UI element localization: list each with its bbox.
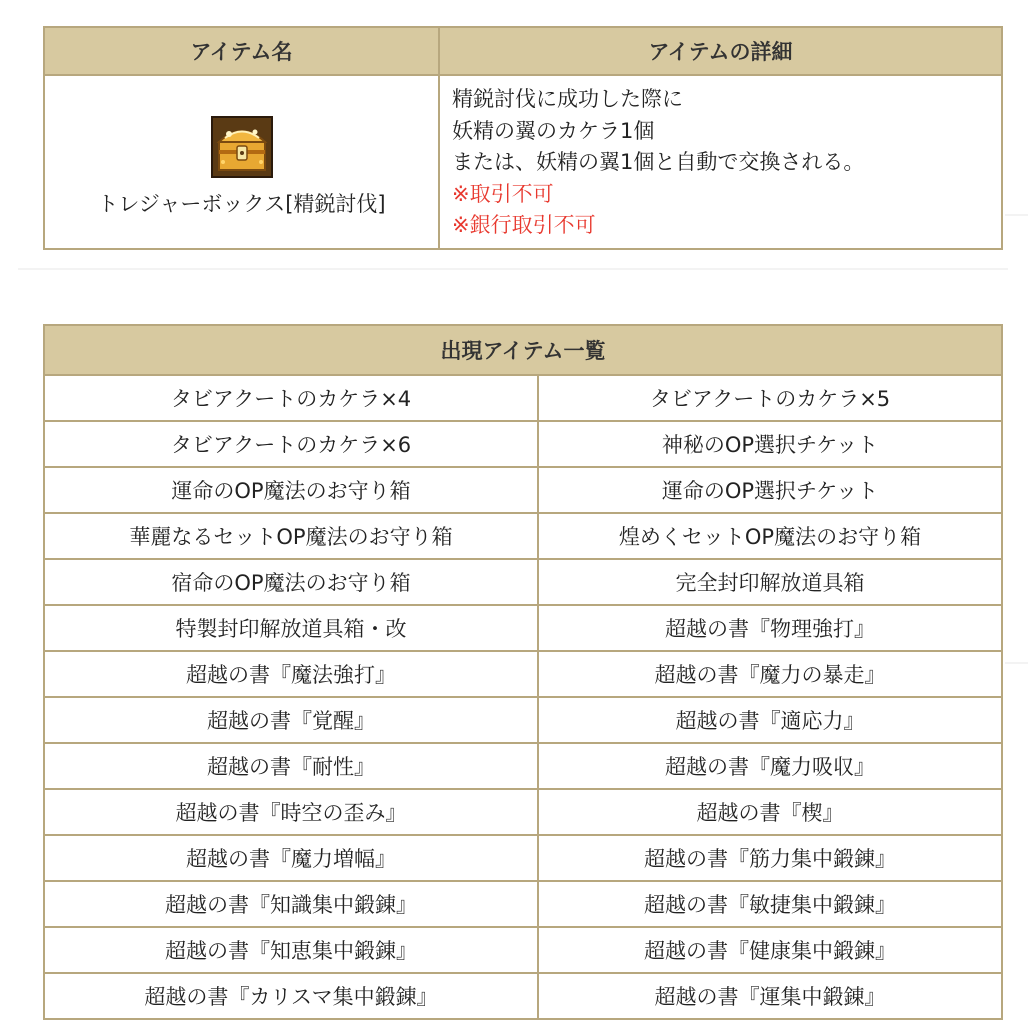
drop-item-cell: 超越の書『適応力』 [538, 697, 1002, 743]
detail-line: 精鋭討伐に成功した際に [452, 87, 683, 111]
warning-no-bank-trade: ※銀行取引不可 [452, 213, 596, 237]
drop-item-cell: 運命のOP選択チケット [538, 467, 1002, 513]
drop-item-cell: 超越の書『耐性』 [44, 743, 538, 789]
decorative-line [1005, 662, 1028, 664]
item-row [44, 75, 1002, 249]
table-row [44, 651, 1002, 697]
warning-no-trade: ※取引不可 [452, 181, 554, 206]
drop-item-cell: 煌めくセットOP魔法のお守り箱 [538, 513, 1002, 559]
item-name-header: アイテム名 [44, 27, 439, 75]
table-row [44, 513, 1002, 559]
table-row [44, 375, 1002, 421]
drop-item-cell: 超越の書『魔力の暴走』 [538, 651, 1002, 697]
drop-item-cell: 超越の書『時空の歪み』 [44, 789, 538, 835]
drop-item-cell: 超越の書『知恵集中鍛錬』 [44, 927, 538, 973]
drop-item-cell: 超越の書『魔力吸収』 [538, 743, 1002, 789]
item-info-table [43, 26, 1003, 250]
drop-table-body [44, 375, 1002, 1019]
drop-item-cell: 超越の書『健康集中鍛錬』 [538, 927, 1002, 973]
drop-item-cell: 華麗なるセットOP魔法のお守り箱 [44, 513, 538, 559]
drop-item-cell: 超越の書『魔法強打』 [44, 651, 538, 697]
table-row [44, 973, 1002, 1019]
item-table-header-row [44, 27, 1002, 75]
drop-item-cell: 超越の書『知識集中鍛錬』 [44, 881, 538, 927]
drop-item-cell: 神秘のOP選択チケット [538, 421, 1002, 467]
table-row [44, 927, 1002, 973]
table-row [44, 605, 1002, 651]
treasure-chest-icon [211, 116, 273, 178]
drop-items-table [43, 324, 1003, 1020]
table-row [44, 421, 1002, 467]
drop-item-cell: 超越の書『楔』 [538, 789, 1002, 835]
drop-item-cell: 超越の書『物理強打』 [538, 605, 1002, 651]
table-row [44, 559, 1002, 605]
drop-item-cell: 超越の書『筋力集中鍛錬』 [538, 835, 1002, 881]
detail-line: または、妖精の翼1個と自動で交換される。 [452, 150, 865, 174]
table-row [44, 835, 1002, 881]
drop-item-cell: 特製封印解放道具箱・改 [44, 605, 538, 651]
table-row [44, 697, 1002, 743]
drop-table-title: 出現アイテム一覧 [44, 325, 1002, 375]
detail-line: 妖精の翼のカケラ1個 [452, 118, 655, 143]
table-row [44, 467, 1002, 513]
item-detail-cell [439, 75, 1002, 249]
item-detail-header: アイテムの詳細 [439, 27, 1002, 75]
item-name: トレジャーボックス[精鋭討伐] [97, 191, 386, 216]
drop-item-cell: タビアクートのカケラ×6 [44, 421, 538, 467]
item-name-cell [44, 75, 439, 249]
decorative-line [1005, 214, 1028, 216]
drop-item-cell: 完全封印解放道具箱 [538, 559, 1002, 605]
drop-item-cell: タビアクートのカケラ×5 [538, 375, 1002, 421]
decorative-line [18, 268, 1008, 270]
table-row [44, 881, 1002, 927]
drop-item-cell: 超越の書『カリスマ集中鍛錬』 [44, 973, 538, 1019]
drop-item-cell: 超越の書『運集中鍛錬』 [538, 973, 1002, 1019]
table-row [44, 743, 1002, 789]
drop-item-cell: 超越の書『敏捷集中鍛錬』 [538, 881, 1002, 927]
drop-item-cell: 超越の書『覚醒』 [44, 697, 538, 743]
table-row [44, 789, 1002, 835]
drop-table-header-row [44, 325, 1002, 375]
drop-item-cell: 超越の書『魔力増幅』 [44, 835, 538, 881]
drop-item-cell: 宿命のOP魔法のお守り箱 [44, 559, 538, 605]
drop-item-cell: タビアクートのカケラ×4 [44, 375, 538, 421]
drop-item-cell: 運命のOP魔法のお守り箱 [44, 467, 538, 513]
